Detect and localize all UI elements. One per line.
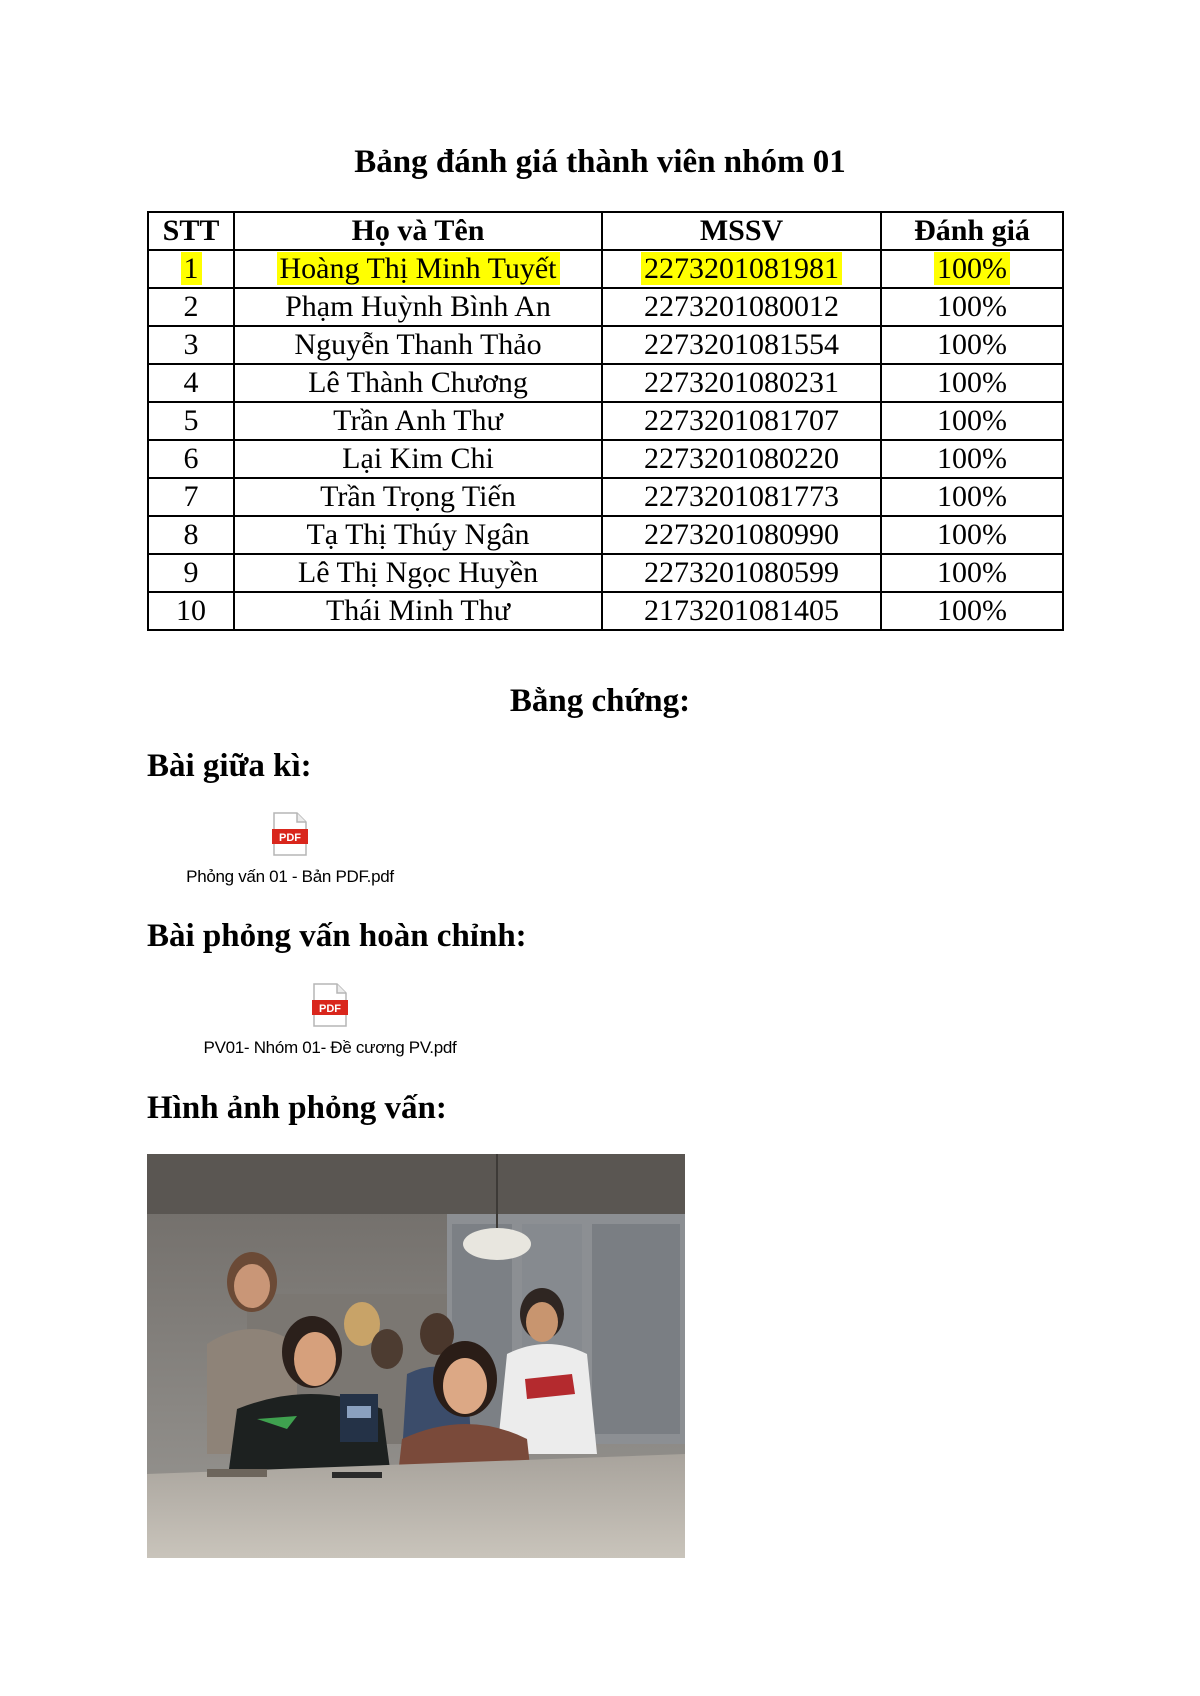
cell-stt: 7 [148, 478, 234, 516]
highlighted-text: 100% [934, 252, 1010, 285]
highlighted-text: 2273201081981 [641, 252, 842, 285]
cell-mssv: 2173201081405 [602, 592, 881, 630]
table-row [148, 592, 1063, 630]
pdf-file-icon [272, 812, 308, 856]
cell-mssv: 2273201080599 [602, 554, 881, 592]
cell-stt: 10 [148, 592, 234, 630]
cell-stt: 8 [148, 516, 234, 554]
cell-score: 100% [881, 402, 1063, 440]
svg-text:PDF: PDF [319, 1003, 341, 1015]
cell-stt: 2 [148, 288, 234, 326]
cell-score: 100% [881, 440, 1063, 478]
midterm-heading: Bài giữa kì: [147, 748, 312, 784]
table-row [148, 326, 1063, 364]
cell-name: Tạ Thị Thúy Ngân [234, 516, 602, 554]
table-row [148, 478, 1063, 516]
cell-stt: 3 [148, 326, 234, 364]
member-evaluation-table [147, 211, 1064, 631]
cell-stt: 4 [148, 364, 234, 402]
cell-name: Lê Thị Ngọc Huyền [234, 554, 602, 592]
cell-score: 100% [881, 516, 1063, 554]
svg-text:PDF: PDF [279, 832, 301, 844]
table-row [148, 364, 1063, 402]
highlighted-text: Hoàng Thị Minh Tuyết [277, 252, 560, 285]
cell-mssv: 2273201080231 [602, 364, 881, 402]
cell-score: 100% [881, 478, 1063, 516]
table-row [148, 554, 1063, 592]
midterm-pdf-attachment[interactable] [170, 812, 410, 887]
cell-name: Lại Kim Chi [234, 440, 602, 478]
cell-mssv [602, 250, 881, 288]
header-score: Đánh giá [881, 212, 1063, 250]
cell-name: Phạm Huỳnh Bình An [234, 288, 602, 326]
cell-mssv: 2273201081554 [602, 326, 881, 364]
cell-stt: 5 [148, 402, 234, 440]
cell-stt: 6 [148, 440, 234, 478]
pdf-file-icon [312, 983, 348, 1027]
cell-stt [148, 250, 234, 288]
cell-score: 100% [881, 554, 1063, 592]
cell-mssv: 2273201081773 [602, 478, 881, 516]
cell-score [881, 250, 1063, 288]
cell-name [234, 250, 602, 288]
evidence-heading: Bằng chứng: [509, 683, 691, 719]
header-stt: STT [148, 212, 234, 250]
table-row [148, 402, 1063, 440]
interview-photo [147, 1154, 685, 1558]
cell-mssv: 2273201081707 [602, 402, 881, 440]
cell-score: 100% [881, 326, 1063, 364]
header-name: Họ và Tên [234, 212, 602, 250]
attachment-file-name: Phỏng vấn 01 - Bản PDF.pdf [186, 867, 394, 886]
cell-name: Trần Anh Thư [234, 402, 602, 440]
highlighted-text: 1 [181, 252, 202, 285]
interview-heading: Bài phỏng vấn hoàn chỉnh: [147, 918, 527, 954]
cell-score: 100% [881, 288, 1063, 326]
header-mssv: MSSV [602, 212, 881, 250]
photo-heading: Hình ảnh phỏng vấn: [147, 1090, 447, 1126]
cell-score: 100% [881, 592, 1063, 630]
table-row [148, 250, 1063, 288]
table-row [148, 440, 1063, 478]
page-title: Bảng đánh giá thành viên nhóm 01 [354, 144, 846, 180]
cell-name: Thái Minh Thư [234, 592, 602, 630]
cell-score: 100% [881, 364, 1063, 402]
cell-mssv: 2273201080012 [602, 288, 881, 326]
cell-name: Nguyễn Thanh Thảo [234, 326, 602, 364]
cell-name: Lê Thành Chương [234, 364, 602, 402]
table-row [148, 516, 1063, 554]
cell-mssv: 2273201080220 [602, 440, 881, 478]
cell-mssv: 2273201080990 [602, 516, 881, 554]
attachment-file-name: PV01- Nhóm 01- Đề cương PV.pdf [203, 1038, 457, 1057]
table-row [148, 288, 1063, 326]
cell-name: Trần Trọng Tiến [234, 478, 602, 516]
table-header-row [148, 212, 1063, 250]
interview-pdf-attachment[interactable] [185, 983, 475, 1058]
cell-stt: 9 [148, 554, 234, 592]
